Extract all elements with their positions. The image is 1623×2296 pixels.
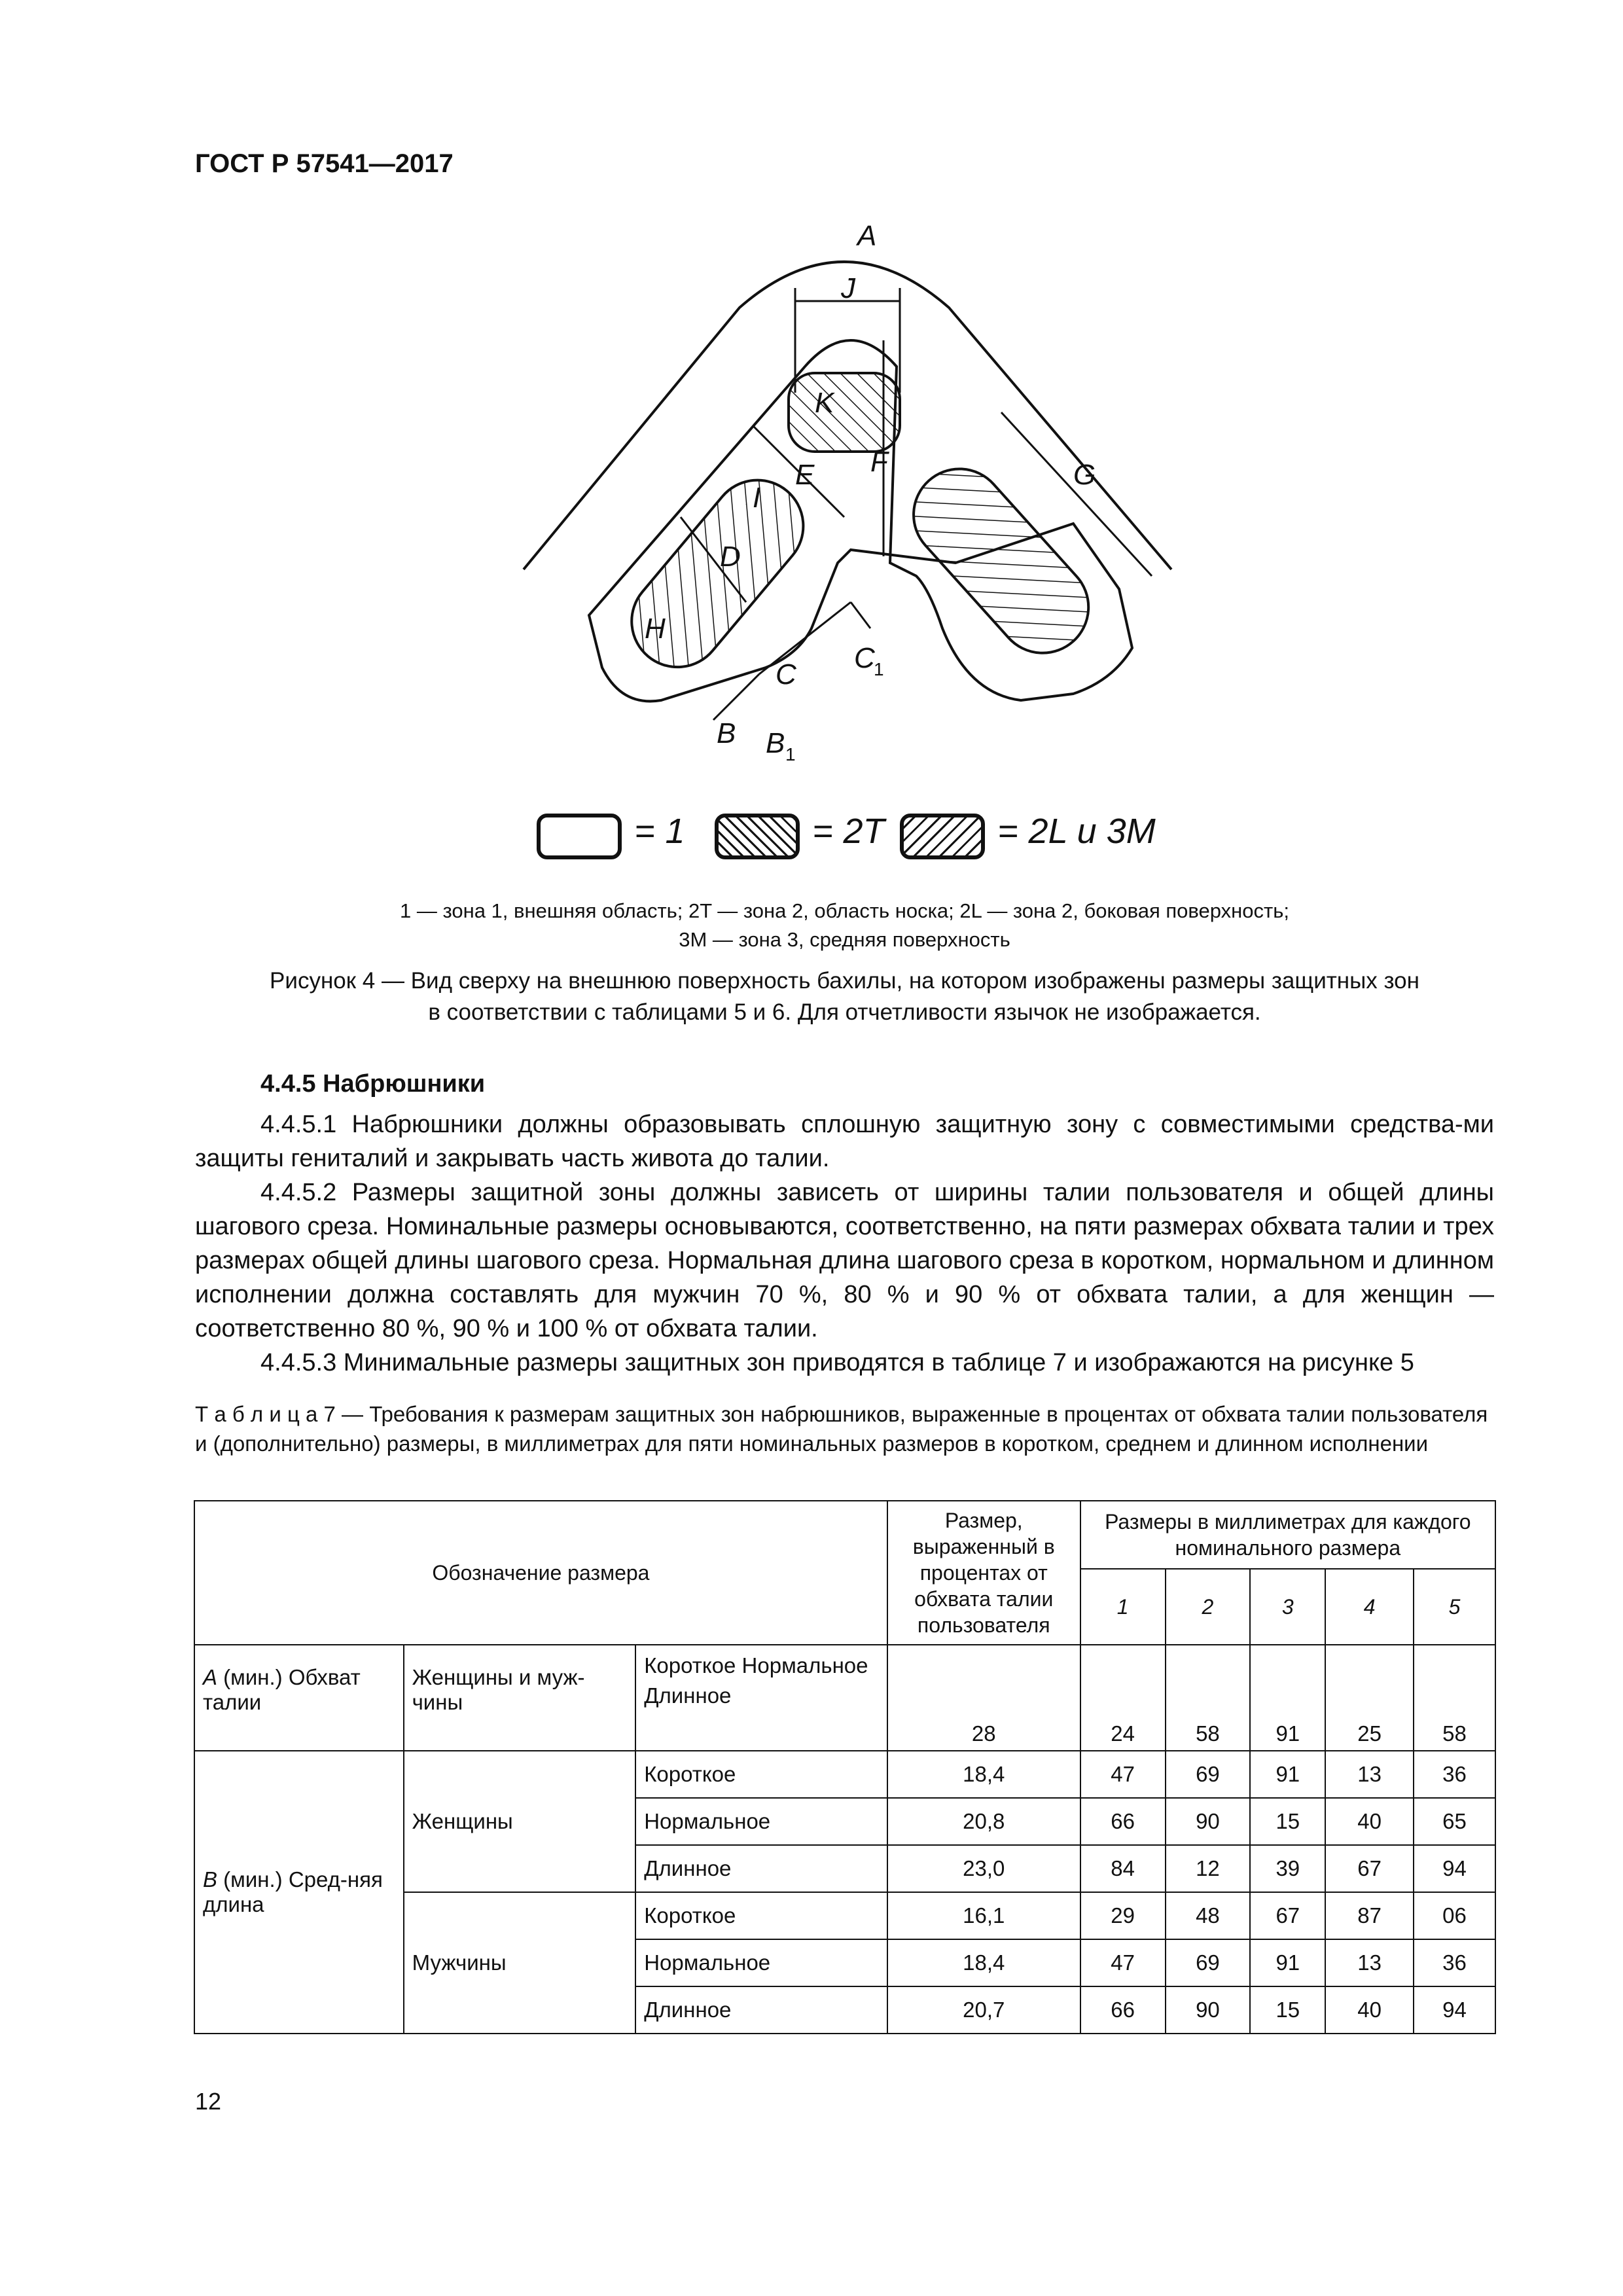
- row-a-value-1: 24: [1080, 1645, 1166, 1751]
- figure-drawing: [497, 223, 1217, 792]
- row-b-value: 94: [1414, 1845, 1495, 1892]
- paragraph-4-4-5-1: 4.4.5.1 Набрюшники должны образовывать сплошную защитную зону с совместимыми средства-ми защиты гениталий и закрывать часть живота до талии.: [195, 1111, 1494, 1172]
- row-b-variant: Длинное: [635, 1986, 887, 2034]
- label-b1-sub: 1: [785, 744, 796, 764]
- row-a-value-3: 91: [1250, 1645, 1325, 1751]
- section-heading: 4.4.5 Набрюшники: [260, 1070, 486, 1098]
- row-b-value: 66: [1080, 1798, 1166, 1845]
- label-c1: C: [854, 642, 875, 674]
- legend-swatch-toe: [715, 814, 800, 859]
- figure-title-line1: Рисунок 4 — Вид сверху на внешнюю поверхность бахилы, на котором изображены размеры защитных зон: [270, 968, 1419, 994]
- row-b-value: 47: [1080, 1751, 1166, 1798]
- header-designation: Обозначение размера: [194, 1501, 887, 1645]
- label-h: H: [645, 613, 666, 645]
- figure-legend: [537, 808, 1191, 874]
- row-b-value: 12: [1166, 1845, 1251, 1892]
- page-number: 12: [195, 2088, 222, 2115]
- row-b-value: 91: [1250, 1751, 1325, 1798]
- row-b-value: 36: [1414, 1751, 1495, 1798]
- row-b-value: 13: [1325, 1939, 1414, 1986]
- row-b-percent: 18,4: [887, 1751, 1080, 1798]
- row-b-value: 06: [1414, 1892, 1495, 1939]
- legend-label-zone1: = 1: [635, 812, 685, 851]
- row-b-label: B (мин.) Сред-няя длина: [194, 1751, 404, 2034]
- row-b-value: 48: [1166, 1892, 1251, 1939]
- figure-note-line2: 3M — зона 3, средняя поверхность: [679, 928, 1010, 951]
- label-j: J: [841, 272, 855, 304]
- row-b-variant: Нормальное: [635, 1939, 887, 1986]
- label-d: D: [720, 541, 741, 573]
- label-c: C: [776, 658, 796, 691]
- row-b-variant: Длинное: [635, 1845, 887, 1892]
- row-b-value: 67: [1325, 1845, 1414, 1892]
- row-b-value: 67: [1250, 1892, 1325, 1939]
- row-b-percent: 16,1: [887, 1892, 1080, 1939]
- row-b-men: Мужчины: [404, 1892, 636, 2034]
- label-b: B: [717, 717, 736, 749]
- row-a-percent: 28: [887, 1645, 1080, 1751]
- row-b-value: 87: [1325, 1892, 1414, 1939]
- document-header: ГОСТ Р 57541—2017: [195, 149, 454, 178]
- row-b-value: 94: [1414, 1986, 1495, 2034]
- label-b1: B: [766, 727, 785, 759]
- row-b-percent: 23,0: [887, 1845, 1080, 1892]
- row-b-percent: 20,8: [887, 1798, 1080, 1845]
- row-b-value: 90: [1166, 1798, 1251, 1845]
- table-caption: Т а б л и ц а 7 — Требования к размерам защитных зон набрюшников, выраженные в процентах от обхвата талии пользователя и (дополнительно) размеры, в миллиметрах для пяти номинальных размеров в коротком, среднем и длинном исполнении: [195, 1402, 1488, 1456]
- figure-title-line2: в соответствии с таблицами 5 и 6. Для отчетливости язычок не изображается.: [428, 999, 1261, 1025]
- label-a: A: [857, 223, 877, 252]
- row-b-value: 15: [1250, 1986, 1325, 2034]
- header-size-2: 2: [1166, 1569, 1251, 1645]
- header-size-5: 5: [1414, 1569, 1495, 1645]
- legend-swatch-side: [900, 814, 985, 859]
- row-a-label: A (мин.) Обхват талии: [194, 1645, 404, 1751]
- header-size-3: 3: [1250, 1569, 1325, 1645]
- row-b-value: 91: [1250, 1939, 1325, 1986]
- legend-swatch-zone1: [537, 814, 622, 859]
- row-a-value-5: 58: [1414, 1645, 1495, 1751]
- row-b-variant: Нормальное: [635, 1798, 887, 1845]
- row-b-value: 90: [1166, 1986, 1251, 2034]
- header-size-1: 1: [1080, 1569, 1166, 1645]
- row-b-variant: Короткое: [635, 1751, 887, 1798]
- row-b-value: 40: [1325, 1798, 1414, 1845]
- row-b-value: 36: [1414, 1939, 1495, 1986]
- row-b-value: 47: [1080, 1939, 1166, 1986]
- row-b-value: 66: [1080, 1986, 1166, 2034]
- row-b-value: 40: [1325, 1986, 1414, 2034]
- header-mm: Размеры в миллиметрах для каждого номинального размера: [1080, 1501, 1495, 1569]
- row-b-value: 69: [1166, 1751, 1251, 1798]
- row-b-percent: 18,4: [887, 1939, 1080, 1986]
- row-a-group: Женщины и муж-чины: [404, 1645, 636, 1751]
- label-e: E: [795, 459, 815, 491]
- row-a-variants: Короткое Нормальное Длинное: [635, 1645, 887, 1751]
- legend-label-side: = 2L и 3M: [998, 812, 1156, 851]
- row-b-value: 29: [1080, 1892, 1166, 1939]
- table-7: [194, 1500, 1496, 2034]
- paragraph-4-4-5-3: 4.4.5.3 Минимальные размеры защитных зон приводятся в таблице 7 и изображаются на рисунке 5: [260, 1349, 1414, 1376]
- label-g: G: [1073, 459, 1096, 491]
- row-b-value: 39: [1250, 1845, 1325, 1892]
- row-b-value: 13: [1325, 1751, 1414, 1798]
- header-percent: Размер, выраженный в процентах от обхвата талии пользователя: [887, 1501, 1080, 1645]
- row-b-value: 65: [1414, 1798, 1495, 1845]
- row-b-variant: Короткое: [635, 1892, 887, 1939]
- row-a-value-4: 25: [1325, 1645, 1414, 1751]
- label-i: I: [753, 482, 761, 514]
- row-b-value: 69: [1166, 1939, 1251, 1986]
- header-size-4: 4: [1325, 1569, 1414, 1645]
- row-b-value: 15: [1250, 1798, 1325, 1845]
- label-k: K: [815, 387, 834, 419]
- paragraph-4-4-5-2: 4.4.5.2 Размеры защитной зоны должны зависеть от ширины талии пользователя и общей длины шагового среза. Номинальные размеры основываются, соответственно, на пяти размерах обхвата талии и трех размерах общей длины шагового среза. Нормальная длина шагового среза в коротком, нормальном и длинном исполнении должна составлять для мужчин 70 %, 80 % и 90 % от обхвата талии, а для женщин — соответственно 80 %, 90 % и 100 % от обхвата талии.: [195, 1179, 1494, 1342]
- figure-note-line1: 1 — зона 1, внешняя область; 2T — зона 2, область носка; 2L — зона 2, боковая поверхность;: [400, 899, 1289, 922]
- label-c1-sub: 1: [874, 659, 884, 679]
- row-a-value-2: 58: [1166, 1645, 1251, 1751]
- row-b-women: Женщины: [404, 1751, 636, 1892]
- row-b-value: 84: [1080, 1845, 1166, 1892]
- label-f: F: [870, 446, 888, 478]
- row-b-percent: 20,7: [887, 1986, 1080, 2034]
- legend-label-toe: = 2T: [813, 812, 885, 851]
